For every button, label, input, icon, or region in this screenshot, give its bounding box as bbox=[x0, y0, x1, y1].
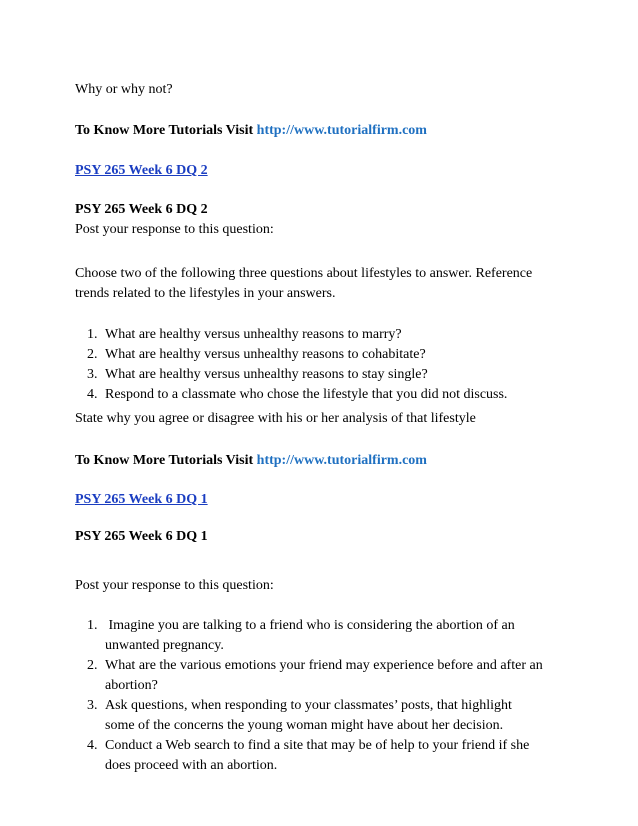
list-item bbox=[75, 345, 575, 365]
list-item bbox=[75, 696, 575, 736]
list-item bbox=[75, 365, 575, 385]
tutorials-line-1 bbox=[75, 121, 427, 141]
dq1-post-prompt: Post your response to this question: bbox=[75, 578, 274, 593]
tutorials-line-2 bbox=[75, 451, 427, 471]
list-item-number: 1. bbox=[87, 327, 98, 342]
list-item-number: 2. bbox=[87, 347, 98, 362]
dq2-intro-line-2: trends related to the lifestyles in your answers. bbox=[75, 286, 336, 301]
why-or-why-not-text: Why or why not? bbox=[75, 82, 173, 97]
list-item-text: What are healthy versus unhealthy reasons to stay single? bbox=[105, 367, 428, 382]
tutorials-label-2: To Know More Tutorials Visit bbox=[75, 453, 254, 468]
tutorials-url-link-1[interactable]: http://www.tutorialfirm.com bbox=[256, 123, 427, 138]
dq1-heading: PSY 265 Week 6 DQ 1 bbox=[75, 529, 208, 544]
list-item bbox=[75, 656, 575, 696]
list-item-text-line-2: some of the concerns the young woman might have about her decision. bbox=[105, 718, 504, 733]
list-item-number: 2. bbox=[87, 658, 98, 673]
list-item bbox=[75, 325, 575, 345]
list-item bbox=[75, 616, 575, 656]
dq2-title-link[interactable]: PSY 265 Week 6 DQ 2 bbox=[75, 163, 208, 178]
dq1-title-link[interactable]: PSY 265 Week 6 DQ 1 bbox=[75, 492, 208, 507]
list-item-text: What are healthy versus unhealthy reasons to cohabitate? bbox=[105, 347, 426, 362]
list-item-number: 3. bbox=[87, 367, 98, 382]
list-item bbox=[75, 385, 575, 405]
list-item-text-line-1: Imagine you are talking to a friend who is considering the abortion of an bbox=[105, 618, 515, 633]
list-item-text-line-2: does proceed with an abortion. bbox=[105, 758, 278, 773]
list-item-text-line-1: Conduct a Web search to find a site that may be of help to your friend if she bbox=[105, 738, 530, 753]
dq2-question-list bbox=[75, 325, 575, 405]
dq2-after-list-text: State why you agree or disagree with his or her analysis of that lifestyle bbox=[75, 411, 476, 426]
list-item bbox=[75, 736, 575, 776]
dq2-heading: PSY 265 Week 6 DQ 2 bbox=[75, 202, 208, 217]
list-item-number: 1. bbox=[87, 618, 98, 633]
list-item-text-line-2: abortion? bbox=[105, 678, 158, 693]
dq1-question-list bbox=[75, 616, 575, 776]
dq2-post-prompt: Post your response to this question: bbox=[75, 222, 274, 237]
list-item-text: Respond to a classmate who chose the lifestyle that you did not discuss. bbox=[105, 387, 508, 402]
list-item-text-line-1: What are the various emotions your friend may experience before and after an bbox=[105, 658, 543, 673]
list-item-number: 4. bbox=[87, 738, 98, 753]
list-item-text-line-2: unwanted pregnancy. bbox=[105, 638, 224, 653]
list-item-text-line-1: Ask questions, when responding to your classmates’ posts, that highlight bbox=[105, 698, 512, 713]
tutorials-label-1: To Know More Tutorials Visit bbox=[75, 123, 254, 138]
list-item-text: What are healthy versus unhealthy reasons to marry? bbox=[105, 327, 402, 342]
dq2-intro-line-1: Choose two of the following three questions about lifestyles to answer. Reference bbox=[75, 266, 533, 281]
list-item-number: 3. bbox=[87, 698, 98, 713]
list-item-number: 4. bbox=[87, 387, 98, 402]
tutorials-url-link-2[interactable]: http://www.tutorialfirm.com bbox=[256, 453, 427, 468]
